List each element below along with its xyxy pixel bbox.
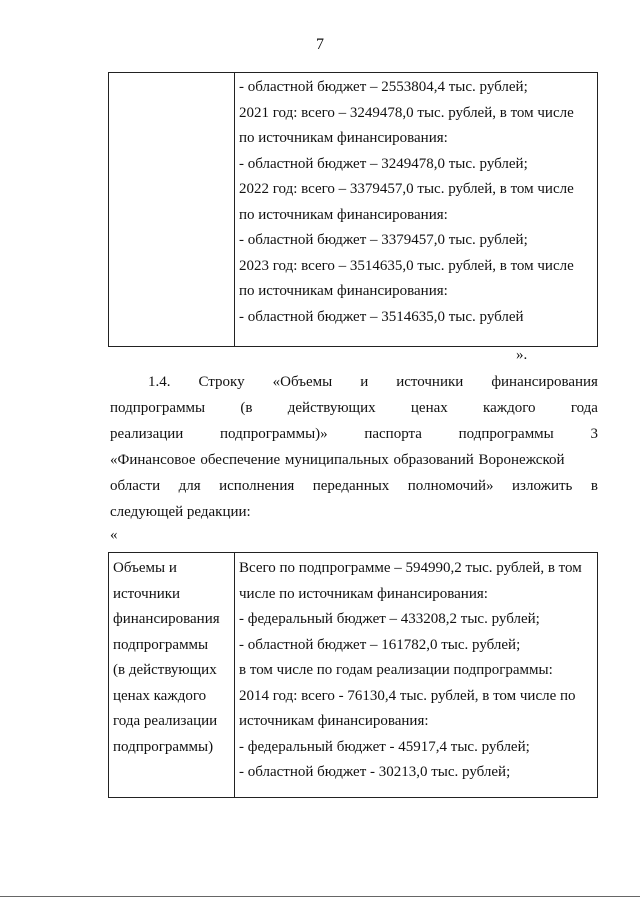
word: Строку [198,374,245,390]
word: изложить [512,478,573,494]
table-line: источники [113,585,181,602]
paragraph-line-1 [148,370,598,395]
word: исполнения [219,478,295,494]
table-line: - федеральный бюджет – 433208,2 тыс. рублей; [239,611,540,627]
word: реализации [110,426,184,442]
closing-quote: ». [516,347,528,363]
table-line: финансирования [113,611,220,627]
word: (в [240,400,253,416]
table-line: по источникам финансирования: [239,283,448,299]
paragraph-line-2 [110,396,598,421]
word: финансирования [491,374,598,390]
word: «Объемы [272,374,333,390]
table-right-cell [235,553,597,797]
word: 3 [590,426,598,442]
table-line: Объемы и [113,560,177,576]
word: в [590,478,598,494]
table-line: - областной бюджет – 161782,0 тыс. рублей; [239,636,521,653]
table-line: в том числе по годам реализации подпрограммы: [239,662,553,678]
word: области [110,478,161,494]
word: подпрограммы [110,400,206,416]
table-right-cell [235,73,597,346]
paragraph-line-6: следующей редакции: [110,504,251,520]
word: и [360,374,369,390]
word: действующих [287,400,376,416]
subprogram-funding-table [108,552,598,798]
table-line: года реализации [113,713,218,729]
table-line: - областной бюджет – 2553804,4 тыс. рублей; [239,79,528,95]
table-line: ценах каждого [113,687,207,704]
funding-table-continued [108,72,598,347]
table-line: 2022 год: всего – 3379457,0 тыс. рублей, в том числе [239,181,574,197]
table-left-cell [109,553,235,797]
table-line: по источникам финансирования: [239,206,448,223]
word: подпрограммы [458,426,554,442]
table-line: - федеральный бюджет - 45917,4 тыс. рублей; [239,738,530,755]
word: года [570,400,598,416]
table-line: 2021 год: всего – 3249478,0 тыс. рублей, в том числе [239,104,574,121]
paragraph-line-5 [110,474,598,499]
table-line: (в действующих [113,662,217,678]
table-line: подпрограммы) [113,738,214,755]
word: для [178,478,201,494]
word: каждого [483,400,536,416]
paragraph-line-4: «Финансовое обеспечение муниципальных образований Воронежской [110,452,565,468]
table-line: - областной бюджет – 3514635,0 тыс. рублей [239,308,524,325]
word: паспорта [364,426,422,442]
table-line: - областной бюджет - 30213,0 тыс. рублей; [239,764,511,780]
word: полномочий» [407,478,494,494]
word: ценах [410,400,448,416]
paragraph-line-3 [110,422,598,447]
word: переданных [312,478,390,494]
table-line: источникам финансирования: [239,713,429,729]
table-line: 2023 год: всего – 3514635,0 тыс. рублей, в том числе [239,257,574,274]
page-number: 7 [316,36,324,53]
table-line: 2014 год: всего - 76130,4 тыс. рублей, в том числе по [239,687,576,704]
table-left-cell [109,73,235,346]
word: подпрограммы)» [220,426,328,442]
opening-quote: « [110,527,118,543]
table-line: подпрограммы [113,636,209,653]
page-bottom-rule [0,896,640,897]
table-line: - областной бюджет – 3249478,0 тыс. рублей; [239,155,528,172]
table-line: по источникам финансирования: [239,130,448,146]
word: 1.4. [148,374,171,390]
word: источники [396,374,464,390]
table-line: числе по источникам финансирования: [239,585,488,602]
table-line: Всего по подпрограмме – 594990,2 тыс. рублей, в том [239,560,582,576]
table-line: - областной бюджет – 3379457,0 тыс. рублей; [239,232,528,248]
